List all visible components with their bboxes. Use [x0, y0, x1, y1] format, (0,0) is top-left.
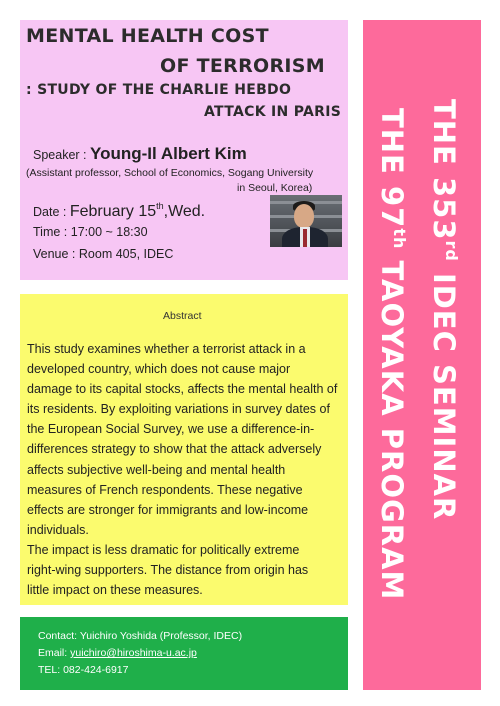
subtitle-line-2: ATTACK IN PARIS	[204, 104, 342, 120]
abstract-body	[27, 339, 345, 600]
speaker-line	[33, 144, 247, 164]
speaker-name: Young-Il Albert Kim	[90, 144, 247, 163]
speaker-affiliation-2: in Seoul, Korea)	[237, 182, 313, 194]
email-link[interactable]: yuichiro@hiroshima-u.ac.jp	[70, 647, 197, 659]
title-line-2: OF TERRORISM	[160, 55, 325, 77]
banner-seminar-pre: THE 353	[427, 99, 461, 241]
banner-seminar-post: IDEC SEMINAR	[427, 261, 461, 521]
banner-seminar-sup: rd	[442, 240, 461, 262]
abstract-line: effects are stronger for immigrants and low-income	[27, 502, 309, 517]
speaker-label: Speaker :	[33, 148, 87, 162]
title-line-1: MENTAL HEALTH COST	[26, 25, 269, 47]
abstract-line: developed country, which does not cause major	[27, 362, 291, 377]
abstract-line: damage to its capital stocks, affects the mental health of	[27, 382, 338, 397]
abstract-line: differences strategy to show that the attack adversely	[27, 442, 322, 457]
abstract-line: the European Social Survey, we use a difference-in-	[27, 422, 315, 437]
venue-value: Room 405, IDEC	[78, 247, 174, 261]
date-value	[70, 203, 205, 220]
speaker-affiliation-1: (Assistant professor, School of Economics, Sogang University	[26, 167, 314, 179]
email-line	[38, 647, 197, 659]
abstract-line: The impact is less dramatic for politically extreme	[27, 542, 300, 557]
speaker-photo	[270, 195, 342, 247]
abstract-heading: Abstract	[163, 310, 202, 322]
banner-seminar	[427, 99, 461, 520]
contact-line: Contact: Yuichiro Yoshida (Professor, IDEC)	[38, 630, 243, 642]
date-line	[33, 201, 205, 221]
banner-program	[375, 108, 409, 600]
banner-program-sup: th	[390, 228, 409, 250]
banner-program-post: TAOYAKA PROGRAM	[375, 249, 409, 601]
abstract-line: right-wing supporters. The distance from origin has	[27, 563, 309, 578]
time-label: Time :	[33, 225, 68, 239]
date-suffix: th	[156, 201, 164, 211]
subtitle-line-1: : STUDY OF THE CHARLIE HEBDO	[26, 82, 292, 98]
date-label: Date :	[33, 205, 67, 219]
venue-line	[33, 247, 173, 261]
abstract-line: little impact on these measures.	[27, 583, 203, 598]
email-label: Email:	[38, 647, 68, 659]
venue-label: Venue :	[33, 247, 76, 261]
time-line	[33, 225, 148, 239]
abstract-line: individuals.	[27, 522, 89, 537]
abstract-line: its residents. By exploiting variations in survey dates of	[27, 402, 330, 417]
date-month-day: February 15	[69, 203, 157, 220]
abstract-line: affects subjective well-being and mental health	[27, 462, 286, 477]
time-value: 17:00 ~ 18:30	[70, 225, 148, 239]
abstract-line: measures of French respondents. These negative	[27, 482, 303, 497]
date-weekday: ,Wed.	[163, 203, 206, 220]
tel-line: TEL: 082-424-6917	[38, 664, 129, 676]
banner-program-pre: THE 97	[375, 108, 409, 229]
abstract-line: This study examines whether a terrorist attack in a	[27, 342, 306, 356]
